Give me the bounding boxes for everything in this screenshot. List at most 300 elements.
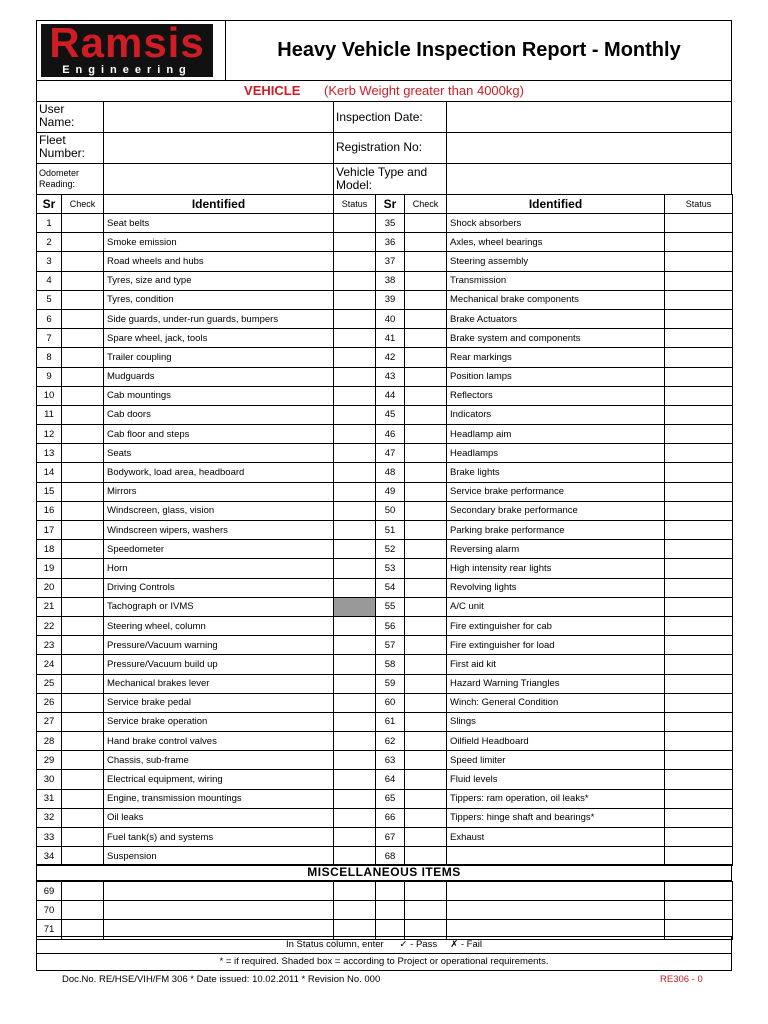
check-cell[interactable] [62, 789, 104, 808]
status-cell[interactable] [665, 693, 733, 712]
check-cell[interactable] [62, 444, 104, 463]
misc-cell[interactable] [104, 901, 334, 920]
misc-sr-number: 69 [37, 882, 62, 901]
sr-number: 17 [37, 521, 62, 540]
check-cell[interactable] [62, 559, 104, 578]
check-cell[interactable] [405, 712, 447, 731]
item-label: Horn [104, 559, 334, 578]
sr-number: 15 [37, 482, 62, 501]
check-cell[interactable] [405, 521, 447, 540]
check-cell[interactable] [62, 386, 104, 405]
sr-number: 20 [37, 578, 62, 597]
status-cell[interactable] [665, 847, 733, 866]
status-cell[interactable] [665, 597, 733, 616]
sr-number: 2 [37, 233, 62, 252]
check-cell[interactable] [405, 578, 447, 597]
item-label: Reversing alarm [447, 540, 665, 559]
status-cell[interactable] [334, 367, 376, 386]
fleet-number-label: Fleet Number: [39, 133, 86, 160]
item-label: Tippers: hinge shaft and bearings* [447, 808, 665, 827]
header-check-right: Check [405, 195, 447, 214]
check-cell[interactable] [405, 214, 447, 233]
check-cell[interactable] [405, 367, 447, 386]
misc-cell[interactable] [62, 882, 104, 901]
header-status: Status [334, 195, 376, 214]
item-label: Pressure/Vacuum warning [104, 636, 334, 655]
fleet-number-field[interactable] [104, 133, 332, 163]
item-label: Road wheels and hubs [104, 252, 334, 271]
status-cell[interactable] [334, 309, 376, 328]
item-label: Tyres, condition [104, 290, 334, 309]
status-cell[interactable] [665, 712, 733, 731]
check-cell[interactable] [405, 425, 447, 444]
item-label: Speed limiter [447, 751, 665, 770]
status-cell[interactable] [665, 425, 733, 444]
table-row [37, 386, 733, 405]
status-cell[interactable] [665, 405, 733, 424]
table-row [37, 712, 733, 731]
misc-cell[interactable] [665, 882, 733, 901]
check-cell[interactable] [405, 751, 447, 770]
table-row [37, 501, 733, 520]
misc-cell[interactable] [104, 882, 334, 901]
sr-number: 67 [376, 828, 405, 847]
status-cell[interactable] [334, 847, 376, 866]
check-cell[interactable] [405, 636, 447, 655]
item-label: Cab floor and steps [104, 425, 334, 444]
sr-number: 41 [376, 329, 405, 348]
item-label: Brake lights [447, 463, 665, 482]
item-label: Spare wheel, jack, tools [104, 329, 334, 348]
status-cell[interactable] [334, 521, 376, 540]
inspection-date-field[interactable] [447, 102, 731, 132]
table-row [37, 693, 733, 712]
item-label: Brake system and components [447, 329, 665, 348]
misc-cell[interactable] [665, 901, 733, 920]
sr-number: 35 [376, 214, 405, 233]
sr-number: 5 [37, 290, 62, 309]
status-cell[interactable] [334, 616, 376, 635]
check-cell[interactable] [405, 463, 447, 482]
misc-cell[interactable] [376, 882, 405, 901]
sr-number: 59 [376, 674, 405, 693]
check-cell[interactable] [62, 674, 104, 693]
status-cell[interactable] [334, 636, 376, 655]
check-cell[interactable] [62, 463, 104, 482]
table-row [37, 271, 733, 290]
misc-sr-number: 71 [37, 920, 62, 939]
inspection-date-label: Inspection Date: [336, 110, 423, 124]
item-label: Side guards, under-run guards, bumpers [104, 309, 334, 328]
check-cell[interactable] [405, 482, 447, 501]
check-cell[interactable] [62, 808, 104, 827]
status-cell[interactable] [665, 309, 733, 328]
sr-number: 54 [376, 578, 405, 597]
item-label: Transmission [447, 271, 665, 290]
check-cell[interactable] [62, 348, 104, 367]
check-cell[interactable] [62, 290, 104, 309]
misc-cell[interactable] [447, 901, 665, 920]
item-label: Bodywork, load area, headboard [104, 463, 334, 482]
form-code: RE306 - 0 [660, 974, 703, 985]
check-cell[interactable] [405, 808, 447, 827]
status-cell[interactable] [334, 482, 376, 501]
item-label: Hand brake control valves [104, 732, 334, 751]
item-label: Cab mountings [104, 386, 334, 405]
misc-table [36, 881, 733, 940]
status-cell[interactable] [334, 578, 376, 597]
check-cell[interactable] [405, 674, 447, 693]
sr-number: 26 [37, 693, 62, 712]
sr-number: 65 [376, 789, 405, 808]
sr-number: 39 [376, 290, 405, 309]
table-row [37, 674, 733, 693]
sr-number: 24 [37, 655, 62, 674]
item-label: Tippers: ram operation, oil leaks* [447, 789, 665, 808]
status-cell[interactable] [665, 540, 733, 559]
sr-number: 47 [376, 444, 405, 463]
item-label: Fire extinguisher for cab [447, 616, 665, 635]
header-status-right: Status [665, 195, 733, 214]
item-label: Rear markings [447, 348, 665, 367]
check-cell[interactable] [405, 290, 447, 309]
check-cell[interactable] [62, 751, 104, 770]
check-cell[interactable] [405, 386, 447, 405]
item-label: First aid kit [447, 655, 665, 674]
table-row [37, 309, 733, 328]
check-cell[interactable] [62, 770, 104, 789]
status-cell[interactable] [665, 233, 733, 252]
table-row [37, 348, 733, 367]
item-label: Winch: General Condition [447, 693, 665, 712]
sr-number: 52 [376, 540, 405, 559]
status-cell[interactable] [334, 290, 376, 309]
item-label: Seat belts [104, 214, 334, 233]
status-cell[interactable] [334, 386, 376, 405]
item-label: Mudguards [104, 367, 334, 386]
sr-number: 32 [37, 808, 62, 827]
sr-number: 23 [37, 636, 62, 655]
sr-number: 62 [376, 732, 405, 751]
item-label: Steering wheel, column [104, 616, 334, 635]
sr-number: 8 [37, 348, 62, 367]
item-label: Axles, wheel bearings [447, 233, 665, 252]
sr-number: 43 [376, 367, 405, 386]
status-cell[interactable] [665, 252, 733, 271]
status-cell[interactable] [334, 789, 376, 808]
sr-number: 58 [376, 655, 405, 674]
table-row [37, 233, 733, 252]
item-label: Service brake performance [447, 482, 665, 501]
sr-number: 12 [37, 425, 62, 444]
item-label: A/C unit [447, 597, 665, 616]
misc-cell[interactable] [405, 882, 447, 901]
sr-number: 21 [37, 597, 62, 616]
header-identified: Identified [104, 195, 334, 214]
item-label: Driving Controls [104, 578, 334, 597]
sr-number: 61 [376, 712, 405, 731]
sr-number: 27 [37, 712, 62, 731]
check-cell[interactable] [62, 616, 104, 635]
sr-number: 53 [376, 559, 405, 578]
sr-number: 3 [37, 252, 62, 271]
item-label: Shock absorbers [447, 214, 665, 233]
table-row [37, 636, 733, 655]
status-cell[interactable] [334, 463, 376, 482]
status-cell[interactable] [665, 789, 733, 808]
check-cell[interactable] [62, 578, 104, 597]
status-cell[interactable] [334, 405, 376, 424]
status-cell[interactable] [334, 712, 376, 731]
odometer-field[interactable] [104, 164, 332, 194]
item-label: Headlamps [447, 444, 665, 463]
sr-number: 11 [37, 405, 62, 424]
check-cell[interactable] [405, 732, 447, 751]
misc-cell[interactable] [334, 901, 376, 920]
vehicle-type-field[interactable] [447, 164, 731, 194]
status-cell[interactable] [334, 828, 376, 847]
table-row [37, 616, 733, 635]
item-label: Tyres, size and type [104, 271, 334, 290]
status-cell[interactable] [334, 674, 376, 693]
status-cell[interactable] [334, 540, 376, 559]
status-cell[interactable] [334, 693, 376, 712]
status-cell[interactable] [665, 674, 733, 693]
header-check: Check [62, 195, 104, 214]
check-cell[interactable] [62, 367, 104, 386]
item-label: Speedometer [104, 540, 334, 559]
table-row [37, 578, 733, 597]
status-cell[interactable] [334, 732, 376, 751]
status-cell[interactable] [334, 252, 376, 271]
table-row [37, 732, 733, 751]
item-label: Fire extinguisher for load [447, 636, 665, 655]
status-cell[interactable] [665, 636, 733, 655]
status-cell[interactable] [665, 444, 733, 463]
status-cell[interactable] [665, 463, 733, 482]
status-cell[interactable] [334, 444, 376, 463]
status-cell[interactable] [665, 290, 733, 309]
item-label: Indicators [447, 405, 665, 424]
sr-number: 33 [37, 828, 62, 847]
check-cell[interactable] [62, 655, 104, 674]
check-cell[interactable] [405, 405, 447, 424]
sr-number: 7 [37, 329, 62, 348]
status-cell[interactable] [665, 828, 733, 847]
table-row [37, 789, 733, 808]
check-cell[interactable] [405, 559, 447, 578]
status-cell[interactable] [334, 808, 376, 827]
check-cell[interactable] [405, 501, 447, 520]
table-row [37, 290, 733, 309]
header-sr-right: Sr [376, 195, 405, 214]
check-cell[interactable] [405, 770, 447, 789]
user-name-label: User Name: [39, 102, 75, 129]
status-cell[interactable] [665, 482, 733, 501]
item-label: Tachograph or IVMS [104, 597, 334, 616]
status-cell[interactable] [334, 597, 376, 616]
status-cell[interactable] [334, 770, 376, 789]
sr-number: 44 [376, 386, 405, 405]
item-label [447, 847, 665, 866]
sr-number: 37 [376, 252, 405, 271]
item-label: Windscreen wipers, washers [104, 521, 334, 540]
sr-number: 63 [376, 751, 405, 770]
status-cell[interactable] [665, 751, 733, 770]
sr-number: 45 [376, 405, 405, 424]
check-cell[interactable] [62, 271, 104, 290]
status-cell[interactable] [665, 616, 733, 635]
table-row [37, 559, 733, 578]
status-cell[interactable] [334, 501, 376, 520]
header-sr: Sr [37, 195, 62, 214]
sr-number: 10 [37, 386, 62, 405]
status-cell[interactable] [665, 655, 733, 674]
item-label: Hazard Warning Triangles [447, 674, 665, 693]
check-cell[interactable] [62, 712, 104, 731]
status-cell[interactable] [334, 271, 376, 290]
check-cell[interactable] [62, 521, 104, 540]
check-cell[interactable] [62, 828, 104, 847]
status-cell[interactable] [665, 367, 733, 386]
check-cell[interactable] [62, 309, 104, 328]
check-cell[interactable] [405, 329, 447, 348]
status-cell[interactable] [334, 559, 376, 578]
sr-number: 51 [376, 521, 405, 540]
checklist-table [36, 194, 733, 866]
status-cell[interactable] [334, 425, 376, 444]
sr-number: 42 [376, 348, 405, 367]
misc-row [37, 882, 733, 901]
item-label: Revolving lights [447, 578, 665, 597]
status-cell[interactable] [334, 655, 376, 674]
sr-number: 13 [37, 444, 62, 463]
check-cell[interactable] [62, 693, 104, 712]
item-label: Slings [447, 712, 665, 731]
check-cell[interactable] [405, 540, 447, 559]
sr-number: 60 [376, 693, 405, 712]
vehicle-label: VEHICLE [244, 83, 301, 98]
item-label: Reflectors [447, 386, 665, 405]
item-label: Service brake operation [104, 712, 334, 731]
registration-field[interactable] [447, 133, 731, 163]
check-cell[interactable] [405, 693, 447, 712]
check-cell[interactable] [405, 444, 447, 463]
item-label: Fluid levels [447, 770, 665, 789]
status-cell[interactable] [665, 501, 733, 520]
sr-number: 68 [376, 847, 405, 866]
sr-number: 29 [37, 751, 62, 770]
check-cell[interactable] [405, 789, 447, 808]
check-cell[interactable] [405, 309, 447, 328]
item-label: Mechanical brake components [447, 290, 665, 309]
check-cell[interactable] [62, 597, 104, 616]
status-cell[interactable] [334, 233, 376, 252]
item-label: Trailer coupling [104, 348, 334, 367]
check-cell[interactable] [62, 482, 104, 501]
status-cell[interactable] [665, 214, 733, 233]
status-cell[interactable] [665, 559, 733, 578]
item-label: Pressure/Vacuum build up [104, 655, 334, 674]
document-info: Doc.No. RE/HSE/VIH/FM 306 * Date issued: 10.02.2011 * Revision No. 000 [62, 974, 381, 985]
status-cell[interactable] [334, 329, 376, 348]
item-label: Cab doors [104, 405, 334, 424]
misc-cell[interactable] [334, 882, 376, 901]
table-row [37, 828, 733, 847]
user-name-field[interactable] [104, 102, 332, 132]
check-cell[interactable] [62, 501, 104, 520]
status-cell[interactable] [665, 732, 733, 751]
item-label: Engine, transmission mountings [104, 789, 334, 808]
check-cell[interactable] [62, 405, 104, 424]
table-row [37, 444, 733, 463]
misc-cell[interactable] [376, 901, 405, 920]
check-cell[interactable] [62, 252, 104, 271]
check-cell[interactable] [62, 329, 104, 348]
check-cell[interactable] [405, 655, 447, 674]
item-label: Windscreen, glass, vision [104, 501, 334, 520]
check-cell[interactable] [405, 252, 447, 271]
check-cell[interactable] [62, 233, 104, 252]
table-row [37, 597, 733, 616]
sr-number: 38 [376, 271, 405, 290]
status-cell[interactable] [334, 214, 376, 233]
check-cell[interactable] [405, 828, 447, 847]
misc-cell[interactable] [405, 901, 447, 920]
check-cell[interactable] [405, 616, 447, 635]
item-label: Exhaust [447, 828, 665, 847]
page-title: Heavy Vehicle Inspection Report - Monthly [277, 39, 681, 61]
item-label: Steering assembly [447, 252, 665, 271]
check-cell[interactable] [62, 540, 104, 559]
check-cell[interactable] [405, 597, 447, 616]
status-cell[interactable] [334, 751, 376, 770]
status-cell[interactable] [665, 578, 733, 597]
table-row [37, 540, 733, 559]
status-cell[interactable] [665, 329, 733, 348]
check-cell[interactable] [405, 348, 447, 367]
status-cell[interactable] [665, 348, 733, 367]
misc-cell[interactable] [447, 882, 665, 901]
check-cell[interactable] [62, 847, 104, 866]
status-cell[interactable] [665, 521, 733, 540]
check-cell[interactable] [62, 636, 104, 655]
item-label: Oilfield Headboard [447, 732, 665, 751]
status-cell[interactable] [334, 348, 376, 367]
status-cell[interactable] [665, 770, 733, 789]
sr-number: 49 [376, 482, 405, 501]
item-label: Smoke emission [104, 233, 334, 252]
status-cell[interactable] [665, 808, 733, 827]
item-label: Headlamp aim [447, 425, 665, 444]
check-cell[interactable] [405, 847, 447, 866]
legend-prefix: In Status column, enter [286, 939, 384, 950]
table-row [37, 770, 733, 789]
status-cell[interactable] [665, 386, 733, 405]
check-cell[interactable] [405, 233, 447, 252]
sr-number: 18 [37, 540, 62, 559]
sr-number: 48 [376, 463, 405, 482]
check-cell[interactable] [62, 732, 104, 751]
item-label: Chassis, sub-frame [104, 751, 334, 770]
check-cell[interactable] [62, 214, 104, 233]
item-label: Fuel tank(s) and systems [104, 828, 334, 847]
check-cell[interactable] [62, 425, 104, 444]
registration-label: Registration No: [336, 140, 423, 154]
misc-cell[interactable] [62, 901, 104, 920]
status-cell[interactable] [665, 271, 733, 290]
check-cell[interactable] [405, 271, 447, 290]
